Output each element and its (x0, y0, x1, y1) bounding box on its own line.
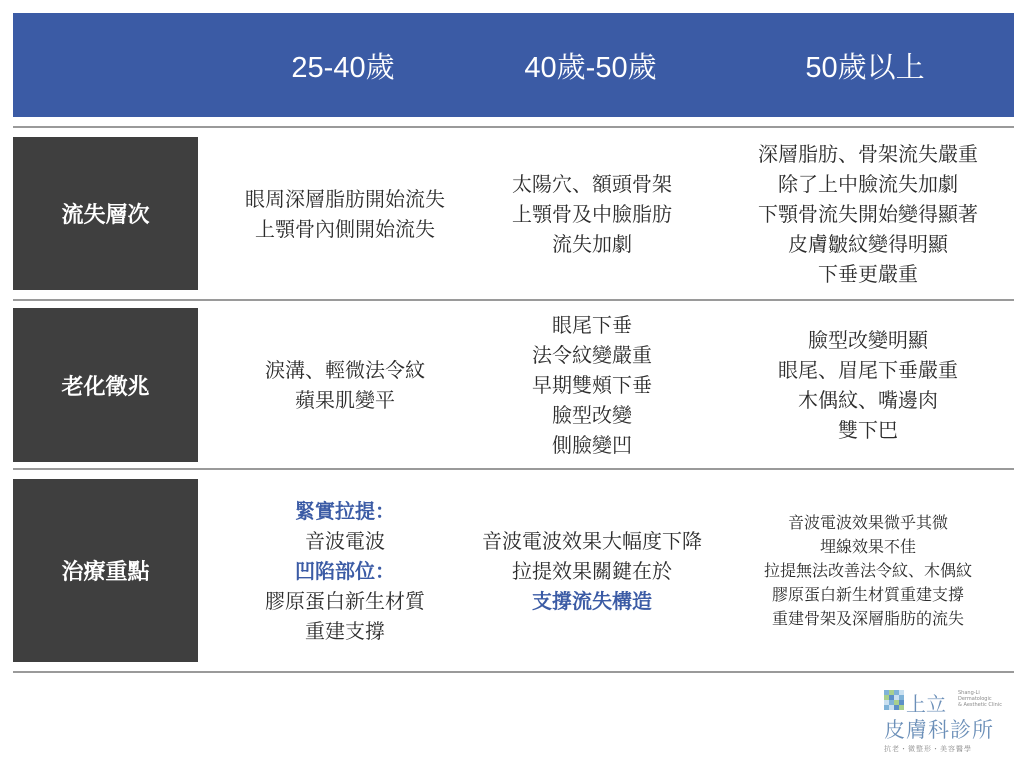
cell-text-line: 早期雙頰下垂 (532, 373, 652, 397)
cell-text-line: 下顎骨流失開始變得顯著 (758, 201, 978, 226)
cell-text-line: 臉型改變 (552, 403, 632, 427)
cell-text-line: 蘋果肌變平 (295, 388, 395, 412)
column-header-50-plus: 50歲以上 (805, 51, 925, 84)
cell-treatment-50-plus (728, 479, 1008, 662)
logo-english-name: Shang-Li Dermatologic & Aesthetic Clinic (958, 690, 1002, 708)
cell-loss-25-40 (218, 137, 472, 290)
logo-grid-icon (884, 690, 904, 710)
row-label-treatment-focus: 治療重點 (13, 479, 198, 662)
cell-text-line: 眼尾下垂 (552, 313, 632, 337)
cell-treatment-40-50 (456, 479, 728, 662)
logo-clinic-name: 皮膚科診所 (884, 718, 994, 742)
divider-row-2 (13, 468, 1014, 470)
clinic-logo (884, 688, 1014, 758)
cell-text-line: 上顎骨及中臉脂肪 (512, 201, 672, 226)
cell-text-line: 雙下巴 (838, 418, 898, 442)
cell-text-line: 太陽穴、額頭骨架 (512, 171, 672, 196)
cell-highlight-text: 緊實拉提： (295, 498, 395, 523)
cell-text-line: 下垂更嚴重 (818, 261, 918, 286)
cell-text-line: 膠原蛋白新生材質重建支撐 (771, 584, 964, 604)
cell-text-line: 上顎骨內側開始流失 (255, 216, 435, 241)
cell-text-line: 拉提無法改善法令紋、木偶紋 (763, 560, 972, 580)
column-header-40-50: 40歲-50歲 (524, 51, 657, 84)
row-label-aging-signs: 老化徵兆 (13, 308, 198, 462)
cell-text-line: 音波電波 (305, 528, 385, 553)
divider-top (13, 126, 1014, 128)
cell-text-line: 法令紋變嚴重 (532, 343, 652, 367)
cell-loss-40-50 (482, 137, 702, 290)
cell-text-line: 皮膚皺紋變得明顯 (788, 231, 948, 256)
cell-text-line: 流失加劇 (552, 231, 632, 256)
cell-text-line: 眼周深層脂肪開始流失 (245, 186, 445, 211)
column-header-25-40: 25-40歲 (291, 51, 395, 84)
cell-text-line: 重建支撐 (305, 618, 385, 643)
cell-loss-50-plus (728, 137, 1008, 290)
cell-text-line: 深層脂肪、骨架流失嚴重 (758, 141, 978, 166)
cell-text-line: 拉提效果關鍵在於 (512, 558, 672, 583)
cell-text-line: 重建骨架及深層脂肪的流失 (771, 608, 964, 628)
cell-highlight-text: 支撐流失構造 (532, 588, 652, 613)
cell-text-line: 音波電波效果大幅度下降 (482, 528, 702, 553)
logo-title: 上立 (906, 692, 946, 716)
divider-row-1 (13, 299, 1014, 301)
cell-signs-25-40 (218, 308, 472, 462)
cell-treatment-25-40 (218, 479, 472, 662)
cell-signs-40-50 (482, 308, 702, 462)
cell-text-line: 膠原蛋白新生材質 (265, 588, 425, 613)
cell-text-line: 埋線效果不佳 (819, 536, 916, 556)
cell-text-line: 臉型改變明顯 (808, 328, 928, 352)
cell-text-line: 側臉變凹 (552, 433, 632, 457)
cell-signs-50-plus (728, 308, 1008, 462)
cell-text-line: 音波電波效果微乎其微 (787, 512, 948, 532)
cell-highlight-text: 凹陷部位： (295, 558, 395, 583)
divider-bottom (13, 671, 1014, 673)
cell-text-line: 除了上中臉流失加劇 (778, 171, 958, 196)
logo-tagline: 抗老・微整形・美容醫學 (884, 745, 972, 753)
row-label-loss-level: 流失層次 (13, 137, 198, 290)
cell-text-line: 木偶紋、嘴邊肉 (798, 388, 938, 412)
cell-text-line: 淚溝、輕微法令紋 (265, 358, 425, 382)
cell-text-line: 眼尾、眉尾下垂嚴重 (778, 358, 958, 382)
